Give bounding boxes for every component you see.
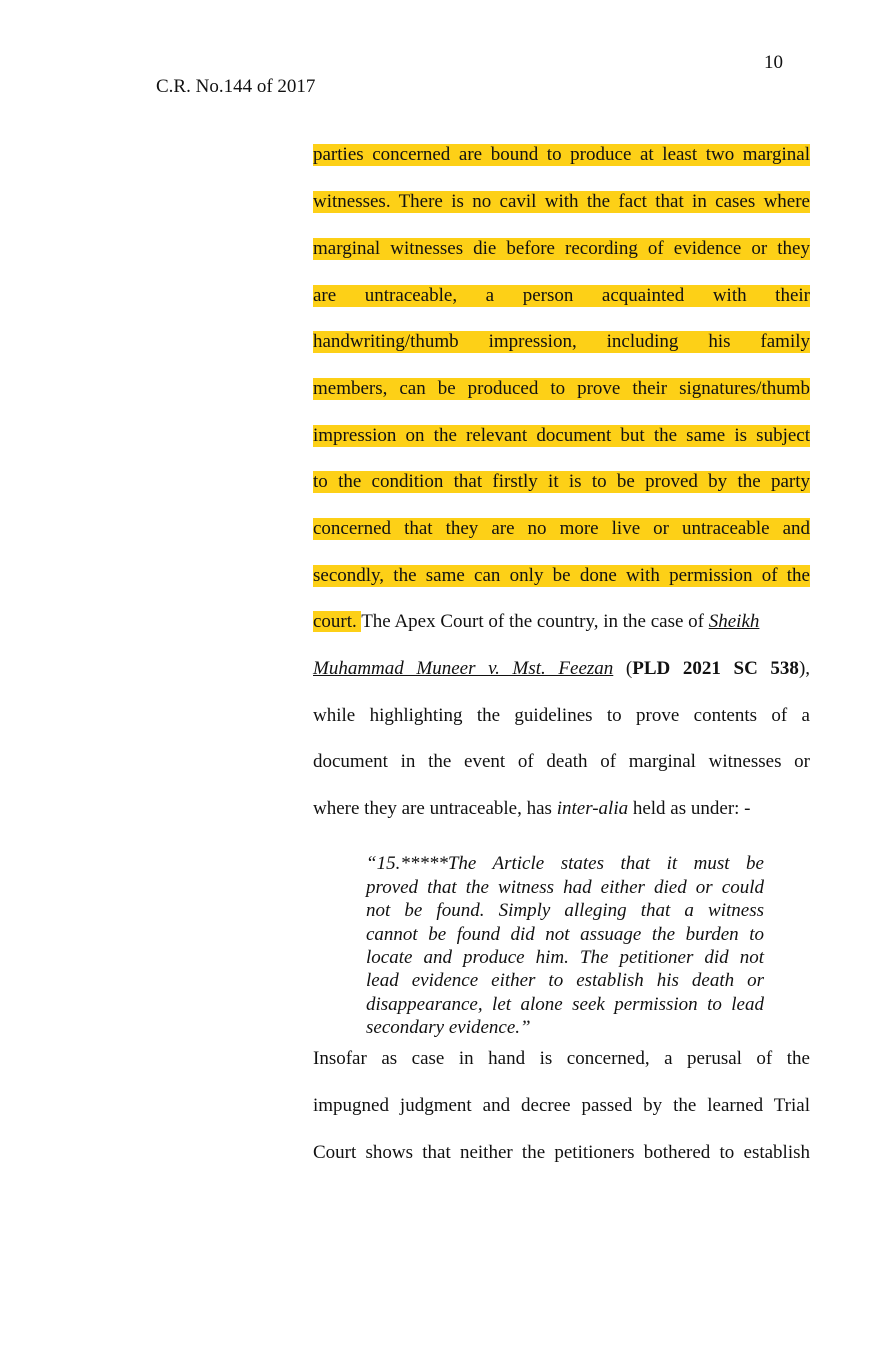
- latin-term: inter-alia: [556, 798, 629, 819]
- body-line: while highlighting the guidelines to prove contents of a: [313, 705, 810, 726]
- highlighted-line: members, can be produced to prove their signatures/thumb: [313, 378, 810, 399]
- highlighted-line: to the condition that firstly it is to be proved by the party: [313, 471, 810, 492]
- quote-line: locate and produce him. The petitioner did not: [366, 947, 764, 968]
- body-line: [313, 658, 810, 680]
- body-text: held as under: -: [628, 798, 751, 819]
- body-text: (: [613, 658, 633, 679]
- quote-line: proved that the witness had either died or could: [366, 877, 764, 898]
- quote-line: not be found. Simply alleging that a witness: [366, 900, 764, 921]
- quote-line: disappearance, let alone seek permission to lead: [366, 994, 764, 1015]
- highlighted-line: marginal witnesses die before recording of evidence or they: [313, 238, 810, 259]
- quote-line: lead evidence either to establish his death or: [366, 970, 764, 991]
- citation: PLD 2021 SC 538: [632, 658, 799, 679]
- quote-line: “15.*****The Article states that it must be: [366, 853, 764, 874]
- body-text: where they are untraceable, has: [313, 798, 557, 819]
- highlighted-line: are untraceable, a person acquainted with their: [313, 285, 810, 306]
- body-line: Court shows that neither the petitioners bothered to establish: [313, 1142, 810, 1163]
- quote-line: cannot be found did not assuage the burden to: [366, 924, 764, 945]
- highlighted-line: impression on the relevant document but the same is subject: [313, 425, 810, 446]
- highlighted-line: secondly, the same can only be done with permission of the: [313, 565, 810, 586]
- body-line: [313, 611, 810, 633]
- quote-line: secondary evidence.”: [366, 1017, 531, 1038]
- highlighted-fragment: court.: [313, 611, 362, 632]
- body-line: Insofar as case in hand is concerned, a perusal of the: [313, 1048, 810, 1069]
- case-name: Sheikh: [708, 611, 760, 632]
- highlighted-line: concerned that they are no more live or untraceable and: [313, 518, 810, 539]
- page-number: 10: [764, 52, 783, 73]
- highlighted-line: witnesses. There is no cavil with the fact that in cases where: [313, 191, 810, 212]
- case-reference: C.R. No.144 of 2017: [156, 76, 316, 97]
- body-line: impugned judgment and decree passed by the learned Trial: [313, 1095, 810, 1116]
- body-text: ),: [798, 658, 811, 679]
- highlighted-line: parties concerned are bound to produce at least two marginal: [313, 144, 810, 165]
- body-line: document in the event of death of marginal witnesses or: [313, 751, 810, 772]
- case-name: Muhammad Muneer v. Mst. Feezan: [313, 658, 614, 679]
- body-text: The Apex Court of the country, in the case of: [361, 611, 709, 632]
- body-line: [313, 798, 810, 820]
- highlighted-line: handwriting/thumb impression, including his family: [313, 331, 810, 352]
